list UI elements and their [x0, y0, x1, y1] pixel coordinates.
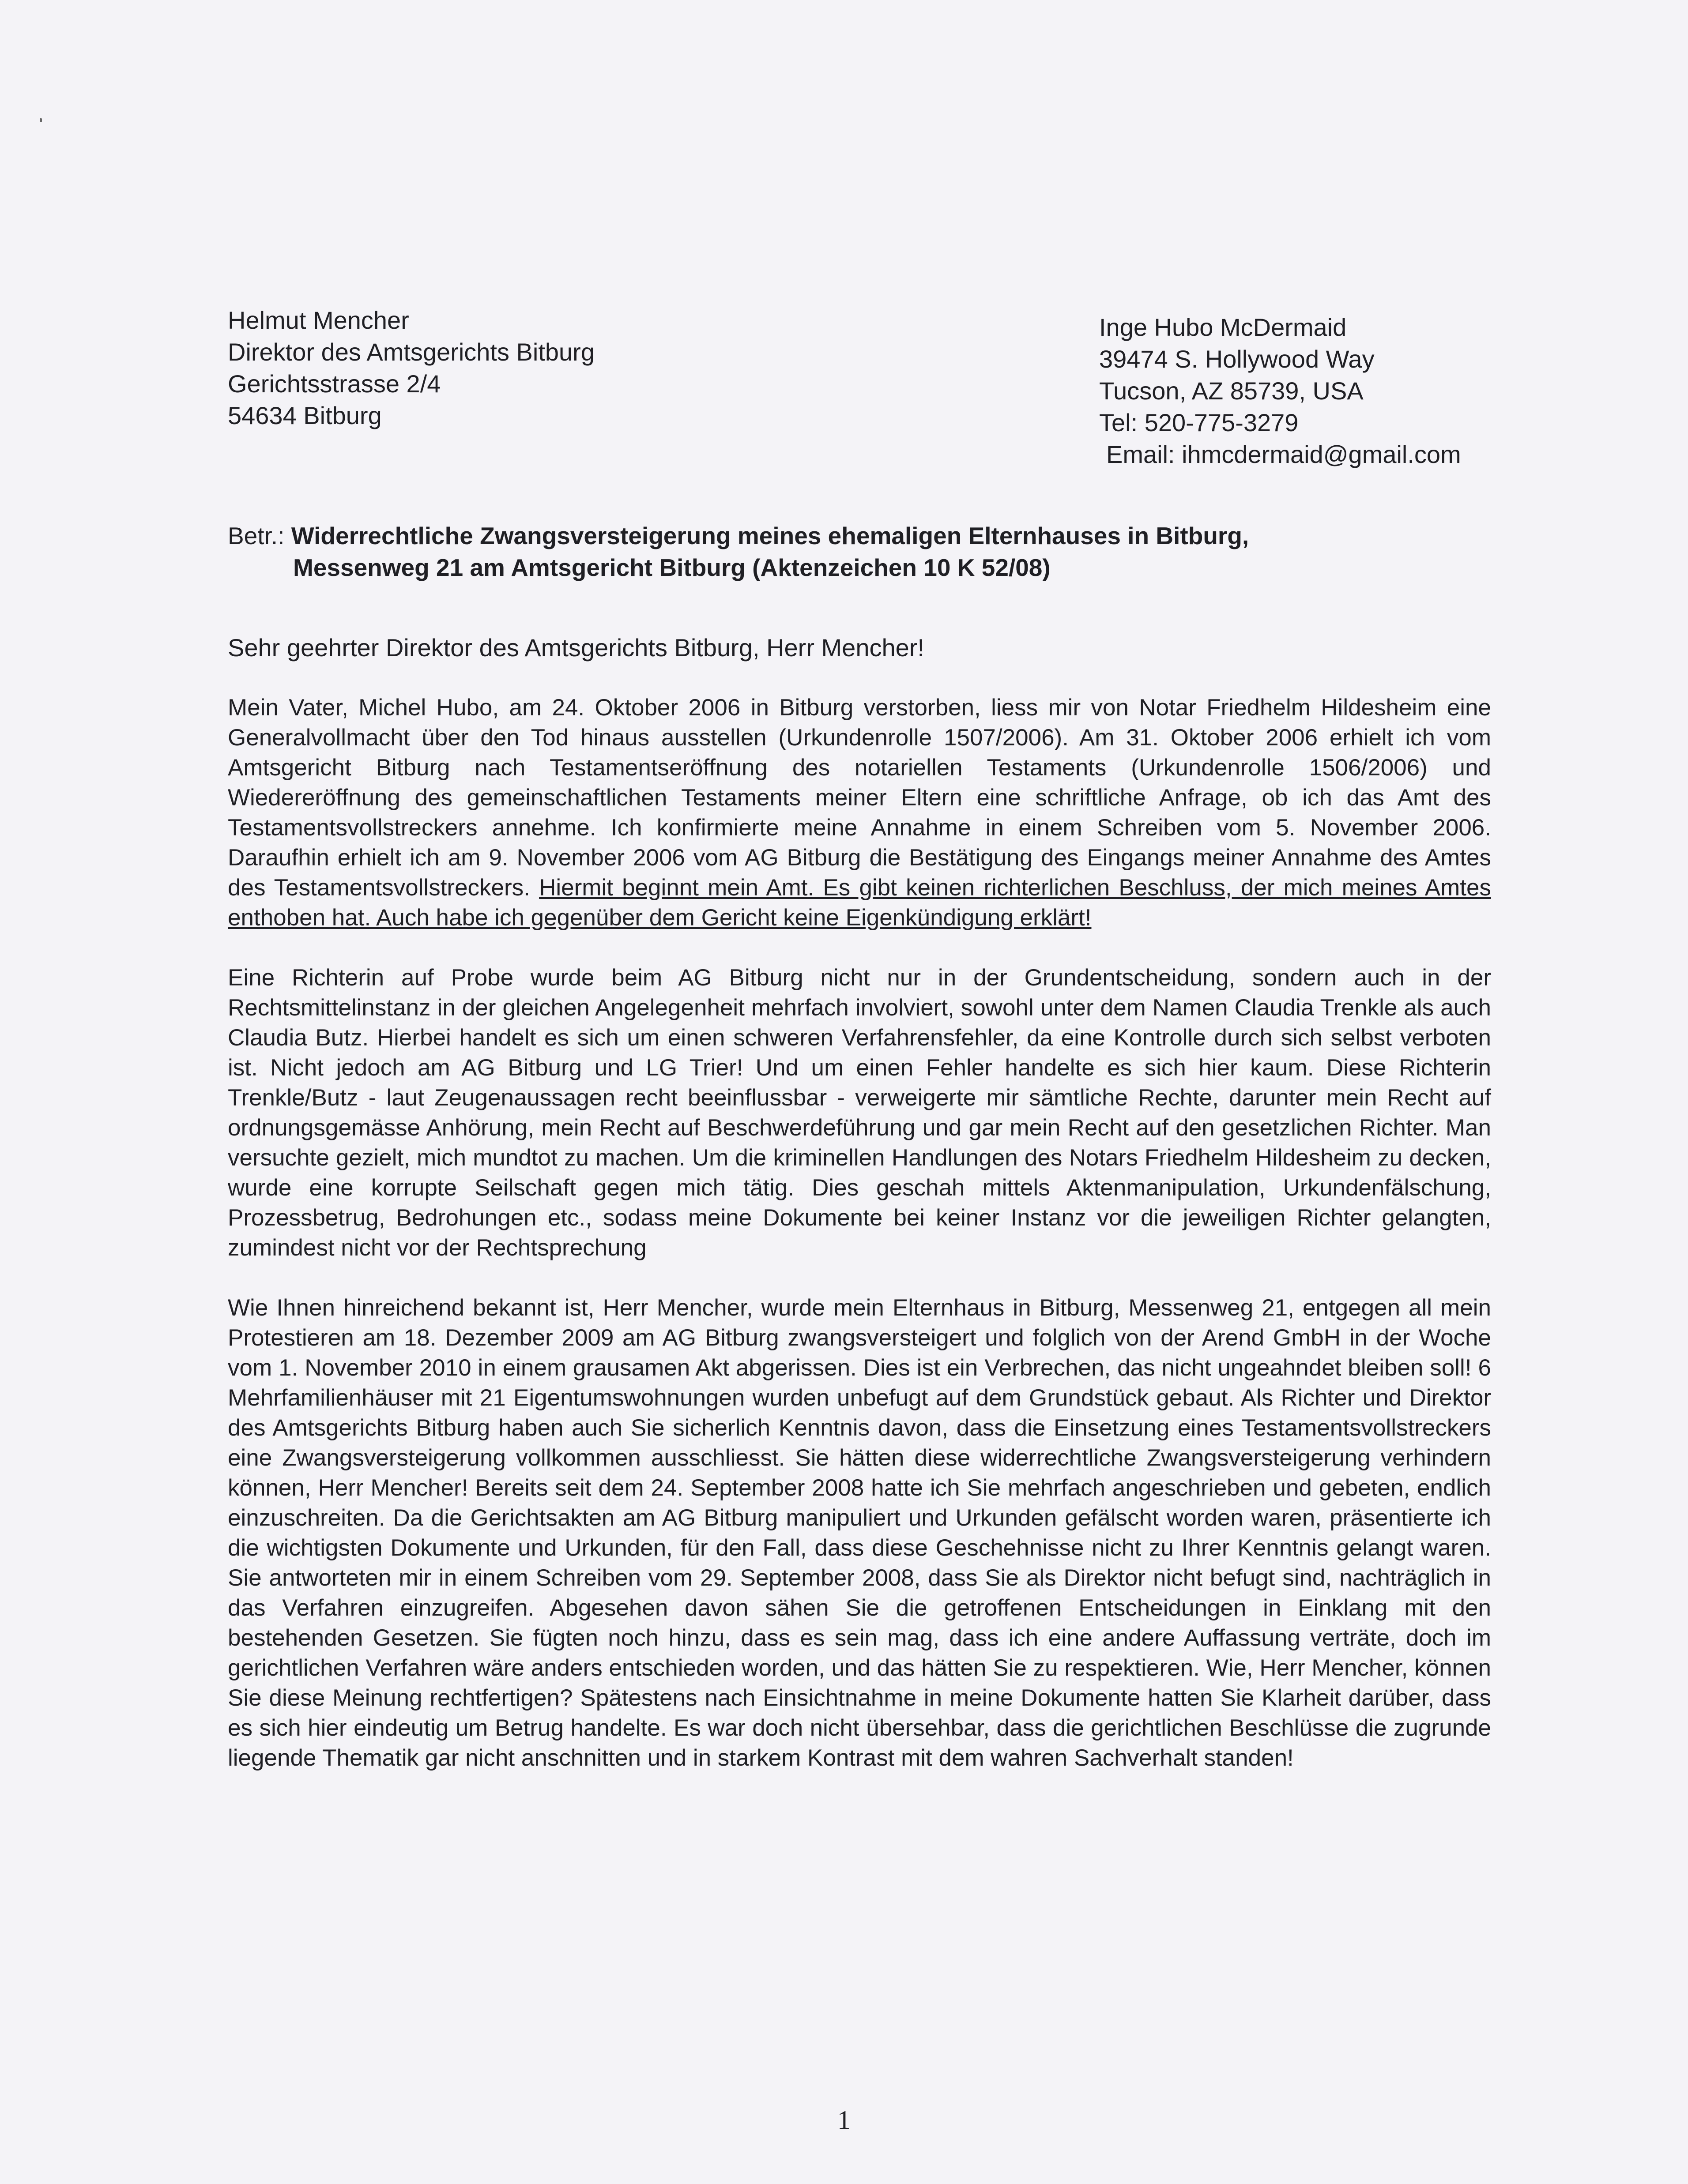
subject-line-1: Widerrechtliche Zwangsversteigerung meines ehemaligen Elternhauses in Bitburg,	[291, 522, 1249, 549]
paragraph-1-text: Mein Vater, Michel Hubo, am 24. Oktober 2006 in Bitburg verstorben, liess mir von Notar Friedhelm Hildesheim eine Generalvollmacht über den Tod hinaus ausstellen (Urkundenrolle 1507/2006). Am 31. Oktober 2006 erhielt ich vom Amtsgericht Bitburg nach Testamentseröffnung des notariellen Testaments (Urkundenrolle 1506/2006) und Wiedereröffnung des gemeinschaftlichen Testaments meiner Eltern eine schriftliche Anfrage, ob ich das Amt des Testamentsvollstreckers annehme. Ich konfirmierte meine Annahme in einem Schreiben vom 5. November 2006. Daraufhin erhielt ich am 9. November 2006 vom AG Bitburg die Bestätigung des Eingangs meiner Annahme des Amtes des Testamentsvollstreckers.	[228, 695, 1491, 901]
recipient-street: 39474 S. Hollywood Way	[1099, 345, 1375, 373]
paragraph-1-underlined: Hiermit beginnt mein Amt. Es gibt keinen richterlichen Beschluss, der mich meines Amtes enthoben hat. Auch habe ich gegenüber dem Gericht keine Eigenkündigung erklärt!	[228, 875, 1491, 931]
paragraph-2: Eine Richterin auf Probe wurde beim AG Bitburg nicht nur in der Grundentscheidung, sondern auch in der Rechtsmittelinstanz in der gleichen Angelegenheit mehrfach involviert, sowohl unter dem Namen Claudia Trenkle als auch Claudia Butz. Hierbei handelt es sich um einen schweren Verfahrensfehler, da eine Kontrolle durch sich selbst verboten ist. Nicht jedoch am AG Bitburg und LG Trier! Und um einen Fehler handelte es sich hier kaum. Diese Richterin Trenkle/Butz - laut Zeugenaussagen recht beeinflussbar - verweigerte mir sämtliche Rechte, darunter mein Recht auf ordnungsgemässe Anhörung, mein Recht auf Beschwerdeführung und gar mein Recht auf den gesetzlichen Richter. Man versuchte gezielt, mich mundtot zu machen. Um die kriminellen Handlungen des Notars Friedhelm Hildesheim zu decken, wurde eine korrupte Seilschaft gegen mich tätig. Dies geschah mittels Aktenmanipulation, Urkundenfälschung, Prozessbetrug, Bedrohungen etc., sodass meine Dokumente bei keiner Instanz vor die jeweiligen Richter gelangten, zumindest nicht vor der Rechtsprechung	[228, 965, 1491, 1261]
subject-line-2: Messenweg 21 am Amtsgericht Bitburg (Aktenzeichen 10 K 52/08)	[293, 554, 1051, 581]
sender-street: Gerichtsstrasse 2/4	[228, 370, 441, 398]
scan-speck	[40, 118, 42, 122]
recipient-email: Email: ihmcdermaid@gmail.com	[1106, 440, 1461, 468]
page-number: 1	[837, 2105, 851, 2135]
subject-prefix: Betr.:	[228, 522, 285, 549]
subject-line	[228, 520, 1508, 583]
recipient-phone: Tel: 520-775-3279	[1099, 409, 1299, 436]
sender-name: Helmut Mencher	[228, 306, 409, 334]
recipient-name: Inge Hubo McDermaid	[1099, 313, 1347, 341]
salutation: Sehr geehrter Direktor des Amtsgerichts Bitburg, Herr Mencher!	[228, 634, 924, 662]
letter-body	[228, 693, 1491, 1803]
recipient-city: Tucson, AZ 85739, USA	[1099, 377, 1364, 405]
sender-address-block	[228, 304, 890, 432]
paragraph-1	[228, 693, 1491, 933]
recipient-address-block	[1099, 312, 1541, 470]
paragraph-3: Wie Ihnen hinreichend bekannt ist, Herr Mencher, wurde mein Elternhaus in Bitburg, Messenweg 21, entgegen all mein Protestieren am 18. Dezember 2009 am AG Bitburg zwangsversteigert und folglich von der Arend GmbH in der Woche vom 1. November 2010 in einem grausamen Akt abgerissen. Dies ist ein Verbrechen, das nicht ungeahndet bleiben soll! 6 Mehrfamilienhäuser mit 21 Eigentumswohnungen wurden unbefugt auf dem Grundstück gebaut. Als Richter und Direktor des Amtsgerichts Bitburg haben auch Sie sicherlich Kenntnis davon, dass die Einsetzung eines Testamentsvollstreckers eine Zwangsversteigerung vollkommen ausschliesst. Sie hätten diese widerrechtliche Zwangsversteigerung verhindern können, Herr Mencher! Bereits seit dem 24. September 2008 hatte ich Sie mehrfach angeschrieben und gebeten, endlich einzuschreiten. Da die Gerichtsakten am AG Bitburg manipuliert und Urkunden gefälscht worden waren, präsentierte ich die wichtigsten Dokumente und Urkunden, für den Fall, dass diese Geschehnisse nicht zu Ihrer Kenntnis gelangt waren. Sie antworteten mir in einem Schreiben vom 29. September 2008, dass Sie als Direktor nicht befugt sind, nachträglich in das Verfahren einzugreifen. Abgesehen davon sähen Sie die getroffenen Entscheidungen in Einklang mit den bestehenden Gesetzen. Sie fügten noch hinzu, dass es sein mag, dass ich eine andere Auffassung verträte, doch im gerichtlichen Verfahren wäre anders entschieden worden, und das hätten Sie zu respektieren. Wie, Herr Mencher, können Sie diese Meinung rechtfertigen? Spätestens nach Einsichtnahme in meine Dokumente hatten Sie Klarheit darüber, dass es sich hier eindeutig um Betrug handelte. Es war doch nicht übersehbar, dass die gerichtlichen Beschlüsse die zugrunde liegende Thematik gar nicht anschnitten und in starkem Kontrast mit dem wahren Sachverhalt standen!	[228, 1295, 1491, 1771]
sender-city: 54634 Bitburg	[228, 402, 382, 429]
sender-title: Direktor des Amtsgerichts Bitburg	[228, 338, 595, 366]
